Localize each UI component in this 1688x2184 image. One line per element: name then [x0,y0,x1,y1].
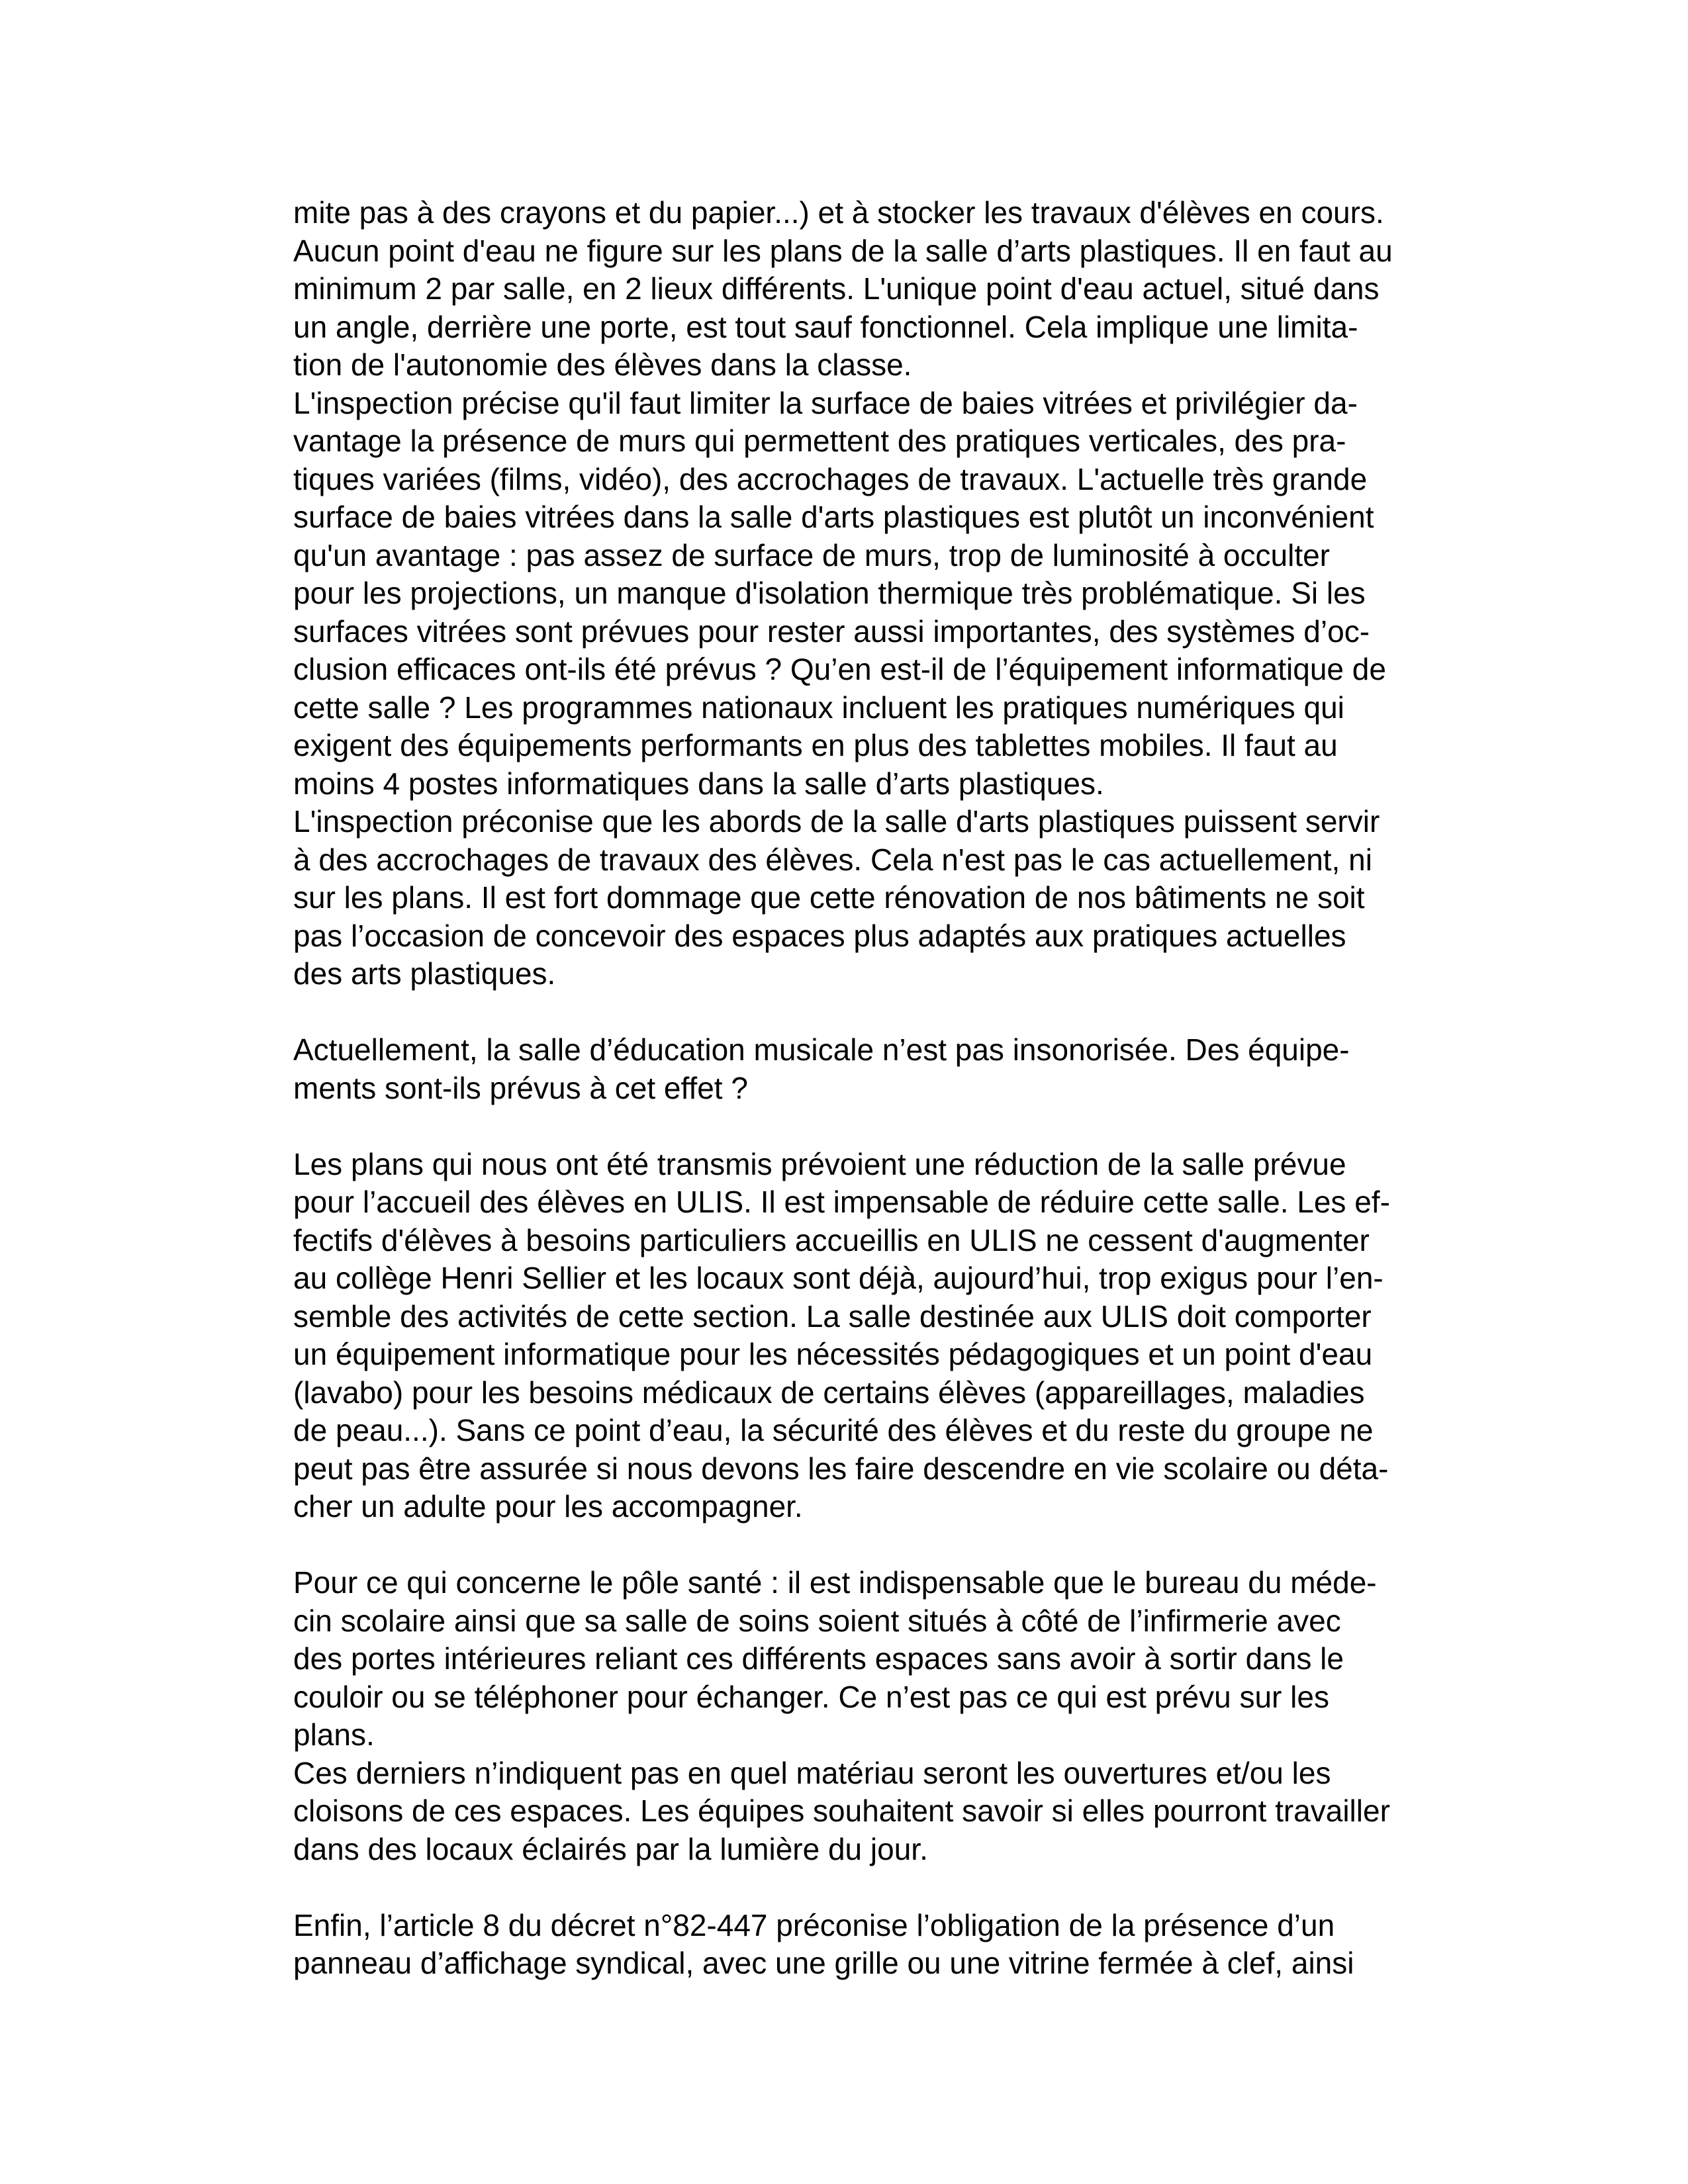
text-line: cher un adulte pour les accompagner. [293,1489,803,1524]
text-line: des portes intérieures reliant ces différents espaces sans avoir à sortir dans le [293,1641,1344,1676]
text-line: des arts plastiques. [293,956,556,991]
text-line: semble des activités de cette section. La salle destinée aux ULIS doit comporter [293,1298,1372,1334]
text-line: minimum 2 par salle, en 2 lieux différents. L'unique point d'eau actuel, situé dans [293,271,1380,306]
text-line: clusion efficaces ont-ils été prévus ? Qu’en est-il de l’équipement informatique de [293,652,1386,686]
text-line: sur les plans. Il est fort dommage que cette rénovation de nos bâtiments ne soit [293,880,1365,915]
text-line: (lavabo) pour les besoins médicaux de certains élèves (appareillages, maladies [293,1375,1365,1410]
text-line: cin scolaire ainsi que sa salle de soins soient situés à côté de l’infirmerie avec [293,1603,1341,1638]
paragraph-materials [293,1754,1485,1869]
text-line: un équipement informatique pour les nécessités pédagogiques et un point d'eau [293,1337,1373,1371]
text-line: dans des locaux éclairés par la lumière du jour. [293,1831,928,1866]
paragraph-inspection-windows [293,385,1485,803]
paragraph-arts-water-points [293,194,1485,385]
text-line: ments sont-ils prévus à cet effet ? [293,1070,748,1105]
text-line: Les plans qui nous ont été transmis prévoient une réduction de la salle prévue [293,1146,1346,1181]
text-line: à des accrochages de travaux des élèves. Cela n'est pas le cas actuellement, ni [293,842,1372,877]
paragraph-music-room [293,1031,1485,1107]
paragraph-spacer [293,1868,1485,1907]
text-line: de peau...). Sans ce point d’eau, la sécurité des élèves et du reste du groupe ne [293,1413,1374,1447]
text-line: L'inspection précise qu'il faut limiter la surface de baies vitrées et privilégier da- [293,385,1358,420]
text-line: pas l’occasion de concevoir des espaces plus adaptés aux pratiques actuelles [293,918,1346,953]
text-line: vantage la présence de murs qui permettent des pratiques verticales, des pra- [293,424,1346,458]
text-line: au collège Henri Sellier et les locaux sont déjà, aujourd’hui, trop exigus pour l’en- [293,1261,1383,1295]
text-line: exigent des équipements performants en plus des tablettes mobiles. Il faut au [293,728,1338,762]
text-line: L'inspection préconise que les abords de la salle d'arts plastiques puissent servir [293,804,1380,839]
text-line: qu'un avantage : pas assez de surface de murs, trop de luminosité à occulter [293,537,1330,572]
text-line: peut pas être assurée si nous devons les faire descendre en vie scolaire ou déta- [293,1451,1389,1486]
text-line: un angle, derrière une porte, est tout sauf fonctionnel. Cela implique une limita- [293,309,1358,344]
paragraph-union-board [293,1907,1485,1983]
text-line: plans. [293,1717,375,1752]
text-line: mite pas à des crayons et du papier...) et à stocker les travaux d'élèves en cours. [293,195,1384,230]
text-line: pour les projections, un manque d'isolation thermique très problématique. Si les [293,576,1366,610]
paragraph-ulis-room [293,1146,1485,1526]
text-line: Aucun point d'eau ne figure sur les plans de la salle d’arts plastiques. Il en faut au [293,233,1393,268]
text-line: cette salle ? Les programmes nationaux incluent les pratiques numériques qui [293,690,1344,725]
paragraph-spacer [293,993,1485,1032]
paragraph-inspection-display [293,803,1485,993]
text-line: panneau d’affichage syndical, avec une grille ou une vitrine fermée à clef, ainsi [293,1946,1354,1980]
paragraph-spacer [293,1107,1485,1146]
text-line: Enfin, l’article 8 du décret n°82-447 préconise l’obligation de la présence d’un [293,1907,1335,1942]
text-line: cloisons de ces espaces. Les équipes souhaitent savoir si elles pourront travailler [293,1794,1390,1828]
text-line: Actuellement, la salle d’éducation musicale n’est pas insonorisée. Des équipe- [293,1032,1350,1067]
paragraph-health-pole [293,1564,1485,1754]
paragraph-spacer [293,1526,1485,1565]
text-line: Ces derniers n’indiquent pas en quel matériau seront les ouvertures et/ou les [293,1755,1331,1790]
text-line: fectifs d'élèves à besoins particuliers accueillis en ULIS ne cessent d'augmenter [293,1222,1370,1257]
text-line: tiques variées (films, vidéo), des accrochages de travaux. L'actuelle très grande [293,461,1368,496]
text-line: Pour ce qui concerne le pôle santé : il est indispensable que le bureau du méde- [293,1565,1377,1600]
text-line: surface de baies vitrées dans la salle d'arts plastiques est plutôt un inconvénient [293,500,1374,534]
text-line: pour l’accueil des élèves en ULIS. Il est impensable de réduire cette salle. Les ef- [293,1185,1390,1219]
text-line: couloir ou se téléphoner pour échanger. Ce n’est pas ce qui est prévu sur les [293,1679,1329,1714]
document-body [293,194,1485,1983]
text-line: moins 4 postes informatiques dans la salle d’arts plastiques. [293,766,1104,801]
text-line: tion de l'autonomie des élèves dans la classe. [293,347,912,382]
text-line: surfaces vitrées sont prévues pour rester aussi importantes, des systèmes d’oc- [293,614,1370,649]
